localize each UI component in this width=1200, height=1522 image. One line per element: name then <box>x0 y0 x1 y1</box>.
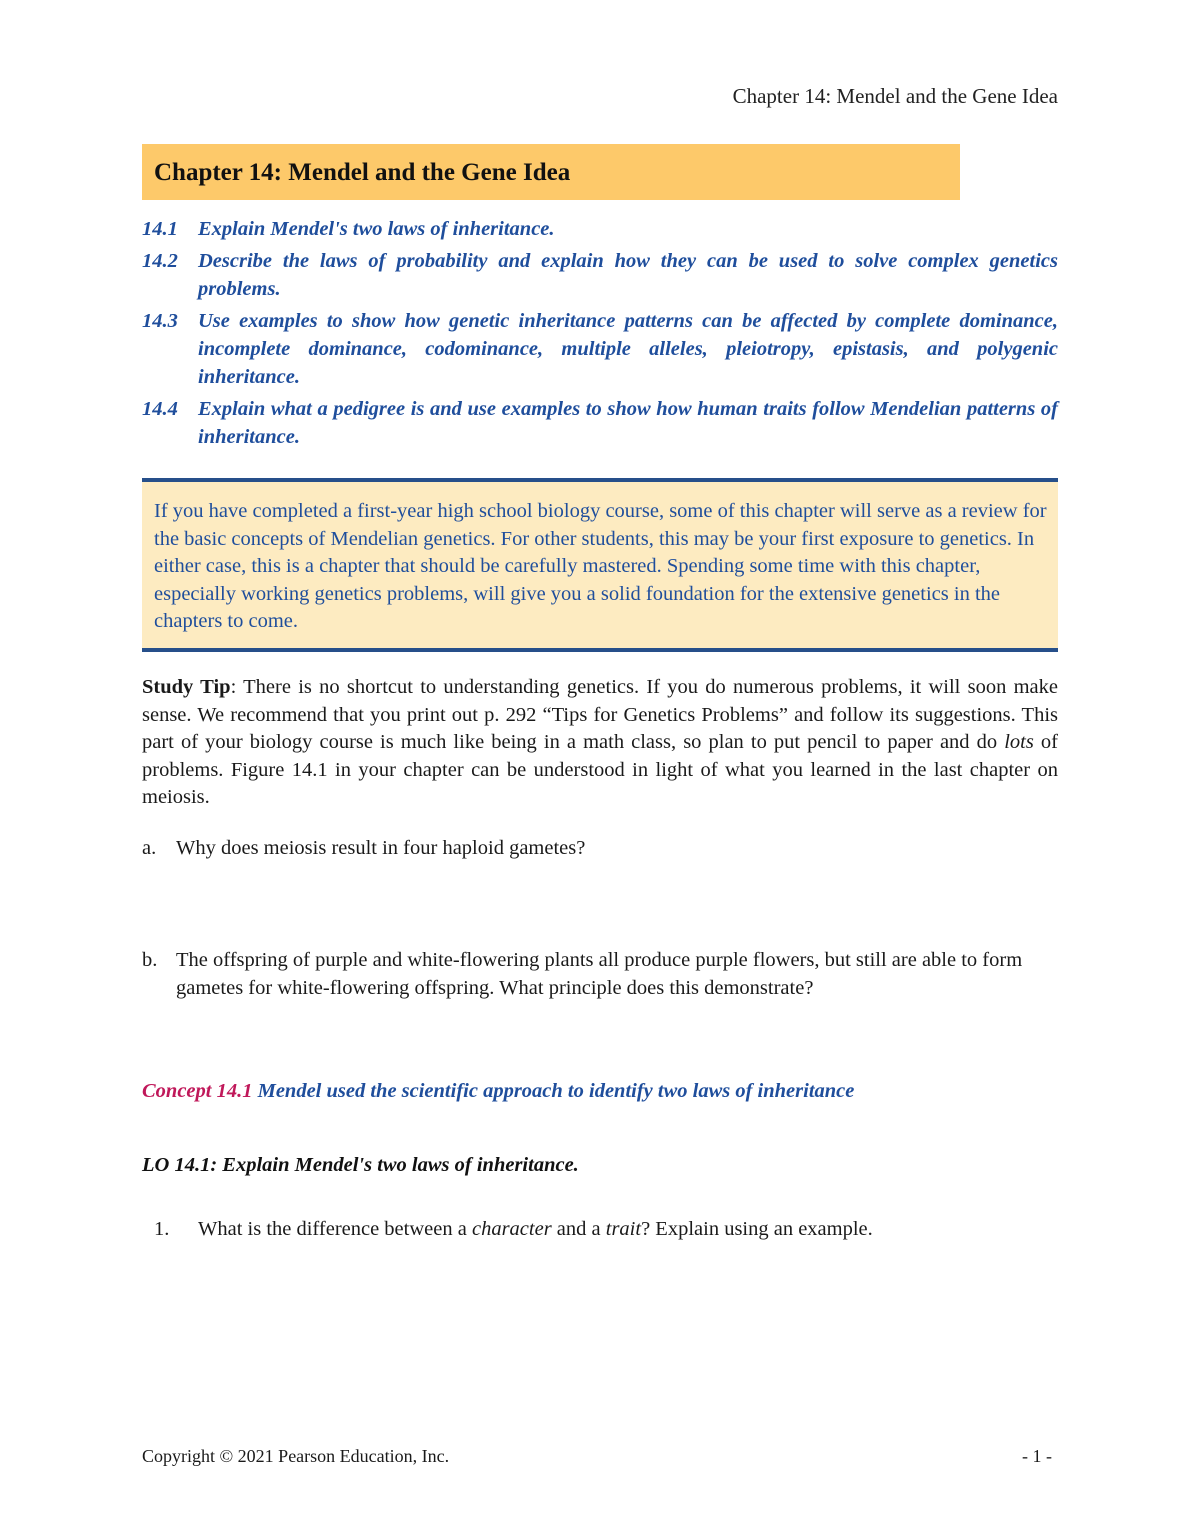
footer-copyright: Copyright © 2021 Pearson Education, Inc. <box>142 1446 450 1466</box>
objective-number: 14.3 <box>142 310 178 332</box>
running-header: Chapter 14: Mendel and the Gene Idea <box>732 84 1058 108</box>
objective-number: 14.1 <box>142 218 178 240</box>
objective-text: Use examples to show how genetic inheritance patterns can be affected by complete dominance, incomplete dominance, codominance, multiple alleles, pleiotropy, epistasis, and polygenic inheritance. <box>198 310 1058 388</box>
intro-text: If you have completed a first-year high school biology course, some of this chapter will serve as a review for the basic concepts of Mendelian genetics. For other students, this may be your first exposure to genetics. In either case, this is a chapter that should be carefully mastered. Spending some time with this chapter, especially working genetics problems, will give you a solid foundation for the extensive genetics in the chapters to come. <box>154 500 1047 632</box>
footer-page-number: - 1 - <box>1022 1446 1052 1466</box>
question-text: The offspring of purple and white-flowering plants all produce purple flowers, but still are able to form gametes for white-flowering offspring. What principle does this demonstrate? <box>176 949 1023 999</box>
question-text <box>198 1218 873 1241</box>
objective-text: Describe the laws of probability and explain how they can be used to solve complex genetics problems. <box>198 250 1058 300</box>
question-text-part: ? Explain using an example. <box>641 1218 873 1240</box>
concept-heading <box>142 1080 1082 1103</box>
question-marker: b. <box>142 949 158 971</box>
objective-item <box>142 247 1058 303</box>
question-marker: a. <box>142 837 157 859</box>
concept-label: Concept 14.1 <box>142 1080 253 1102</box>
study-tip-paragraph <box>142 674 1058 812</box>
term-trait: trait <box>605 1218 642 1240</box>
lo-heading: LO 14.1: Explain Mendel's two laws of inheritance. <box>142 1154 579 1176</box>
objective-item <box>142 215 1058 243</box>
question-text-part: and a <box>551 1218 606 1240</box>
chapter-title-banner <box>142 144 960 200</box>
question-a <box>142 834 1062 862</box>
question-marker: 1. <box>154 1218 170 1240</box>
study-tip-text: : There is no shortcut to understanding genetics. If you do numerous problems, it will soon make sense. We recommend that you print out p. 292 “Tips for Genetics Problems” and follow its suggestions. This part of your biology course is much like being in a math class, so plan to put pencil to paper and do <box>142 676 1059 753</box>
intro-callout <box>142 478 1058 652</box>
study-tip-emphasis: lots <box>1004 731 1034 753</box>
chapter-title: Chapter 14: Mendel and the Gene Idea <box>154 159 571 186</box>
objective-text: Explain what a pedigree is and use examples to show how human traits follow Mendelian patterns of inheritance. <box>198 398 1058 448</box>
learning-objectives <box>142 215 1058 455</box>
question-b <box>142 946 1062 1002</box>
question-1 <box>154 1218 873 1241</box>
concept-text: Mendel used the scientific approach to identify two laws of inheritance <box>252 1080 855 1102</box>
study-tip-text-end: of problems. Figure 14.1 in your chapter can be understood in light of what you learned in the last chapter on meiosis. <box>142 731 1058 808</box>
objective-item <box>142 395 1058 451</box>
study-tip-label: Study Tip <box>142 676 231 698</box>
objective-text: Explain Mendel's two laws of inheritance. <box>198 218 555 240</box>
question-text-part: What is the difference between a <box>198 1218 472 1240</box>
term-character: character <box>471 1218 552 1240</box>
objective-number: 14.4 <box>142 398 178 420</box>
objective-number: 14.2 <box>142 250 178 272</box>
objective-item <box>142 307 1058 391</box>
question-text: Why does meiosis result in four haploid gametes? <box>176 837 586 859</box>
